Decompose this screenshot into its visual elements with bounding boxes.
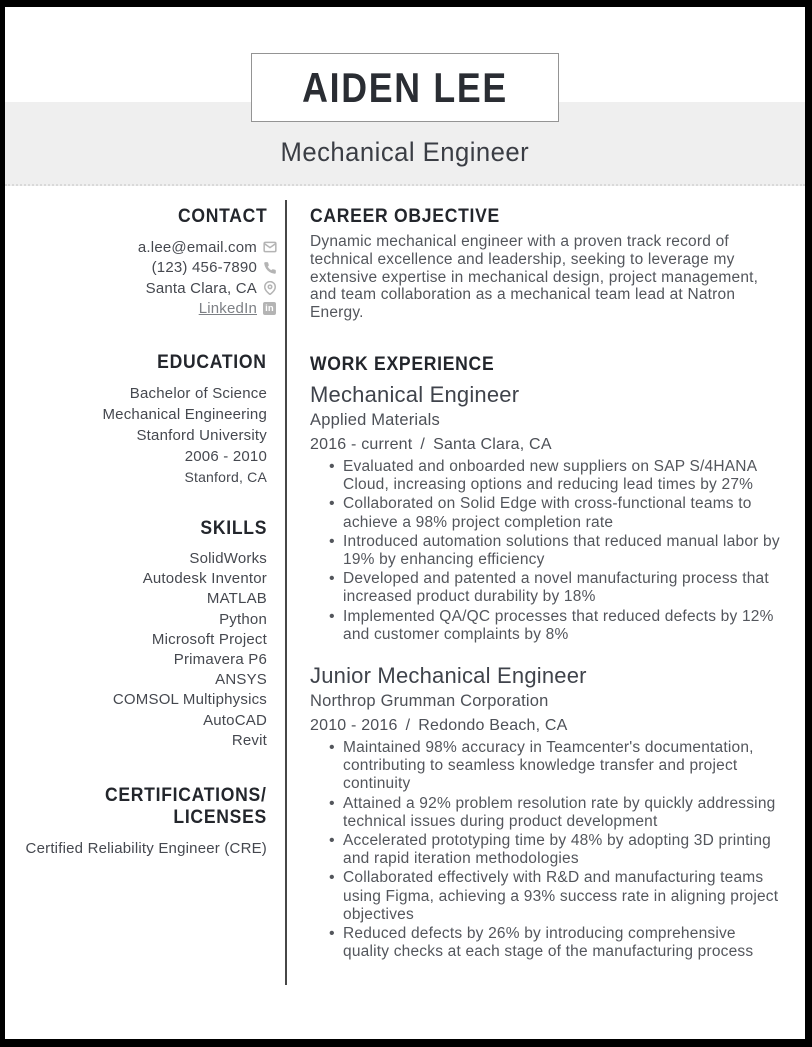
job-bullet: • Accelerated prototyping time by 48% by adopting 3D printing and rapid iteration methodologies bbox=[310, 832, 785, 868]
job-bullet: • Collaborated on Solid Edge with cross-functional teams to achieve a 98% project completion rate bbox=[310, 495, 785, 531]
job-location: Santa Clara, CA bbox=[433, 435, 552, 453]
skills-list bbox=[5, 549, 285, 751]
work-experience-heading: WORK EXPERIENCE bbox=[310, 352, 495, 375]
skill-item: SolidWorks bbox=[189, 550, 267, 567]
contact-item-linkedin[interactable] bbox=[5, 299, 285, 320]
education-dates: 2006 - 2010 bbox=[184, 448, 267, 465]
page-title: AIDEN LEE bbox=[302, 63, 508, 111]
job-subtitle-row bbox=[5, 137, 805, 168]
work-experience-section bbox=[310, 354, 785, 961]
email-text: a.lee@email.com bbox=[137, 238, 257, 256]
skills-section bbox=[5, 518, 285, 751]
job-location: Redondo Beach, CA bbox=[418, 717, 568, 735]
job-bullet-list bbox=[310, 458, 785, 644]
skill-item: Microsoft Project bbox=[151, 630, 267, 648]
sidebar bbox=[5, 200, 285, 1039]
job-bullet: • Collaborated effectively with R&D and manufacturing teams using Figma, achieving a 93% success rate in aligning project objectives bbox=[310, 869, 785, 924]
job-title: Junior Mechanical Engineer bbox=[310, 663, 587, 689]
contact-list bbox=[5, 237, 285, 319]
education-details bbox=[5, 383, 285, 487]
contact-item-location bbox=[5, 278, 285, 299]
skill-item: Python bbox=[219, 610, 267, 628]
certifications-section bbox=[5, 785, 285, 858]
job-entry bbox=[310, 662, 785, 961]
education-degree: Bachelor of Science bbox=[129, 385, 267, 402]
skill-item: Primavera P6 bbox=[173, 651, 267, 669]
job-dateline bbox=[310, 715, 785, 736]
education-school: Stanford University bbox=[136, 427, 267, 444]
location-pin-icon bbox=[263, 281, 277, 295]
contact-item-email bbox=[5, 237, 285, 258]
contact-heading: CONTACT bbox=[177, 205, 267, 227]
date-location-separator: / bbox=[405, 717, 411, 735]
skills-heading: SKILLS bbox=[200, 517, 267, 539]
job-company: Northrop Grumman Corporation bbox=[310, 692, 549, 711]
location-text: Santa Clara, CA bbox=[145, 279, 257, 297]
job-bullet: • Evaluated and onboarded new suppliers on SAP S/4HANA Cloud, increasing options and reducing lead times by 27% bbox=[310, 458, 785, 494]
job-title: Mechanical Engineer bbox=[310, 381, 520, 407]
job-bullet: • Attained a 92% problem resolution rate by quickly addressing technical issues during product development bbox=[310, 795, 785, 831]
job-entry bbox=[310, 381, 785, 644]
name-box bbox=[251, 53, 559, 122]
job-bullet-list bbox=[310, 739, 785, 961]
job-bullet: • Implemented QA/QC processes that reduced defects by 12% and customer complaints by 8% bbox=[310, 608, 785, 644]
job-bullet: • Introduced automation solutions that reduced manual labor by 19% by enhancing efficiency bbox=[310, 533, 785, 569]
skill-item: AutoCAD bbox=[203, 711, 267, 729]
content-columns bbox=[5, 200, 805, 1039]
career-objective-section bbox=[310, 206, 785, 322]
phone-icon bbox=[263, 261, 277, 275]
skill-item: Autodesk Inventor bbox=[142, 570, 267, 588]
job-dates: 2010 - 2016 bbox=[310, 717, 398, 735]
linkedin-icon: in bbox=[263, 302, 277, 316]
skill-item: ANSYS bbox=[215, 671, 267, 689]
certifications-heading-line1: CERTIFICATIONS/ bbox=[105, 784, 267, 807]
job-dates: 2016 - current bbox=[310, 435, 413, 453]
job-bullet: • Maintained 98% accuracy in Teamcenter's documentation, contributing to seamless knowledge transfer and project continuity bbox=[310, 739, 785, 794]
job-company: Applied Materials bbox=[310, 410, 440, 429]
skill-item: Revit bbox=[231, 731, 267, 749]
job-bullet: • Reduced defects by 26% by introducing comprehensive quality checks at each stage of the manufacturing process bbox=[310, 925, 785, 961]
linkedin-link[interactable]: LinkedIn bbox=[198, 300, 257, 318]
job-dateline bbox=[310, 434, 785, 455]
skill-item: COMSOL Multiphysics bbox=[112, 691, 267, 709]
certification-item: Certified Reliability Engineer (CRE) bbox=[25, 840, 267, 858]
date-location-separator: / bbox=[420, 435, 426, 453]
education-location: Stanford, CA bbox=[184, 469, 267, 485]
education-field: Mechanical Engineering bbox=[102, 406, 267, 423]
skill-item: MATLAB bbox=[206, 590, 267, 608]
certifications-heading-line2: LICENSES bbox=[173, 806, 267, 829]
main-column bbox=[287, 200, 805, 1039]
education-section bbox=[5, 352, 285, 487]
education-heading: EDUCATION bbox=[157, 351, 267, 373]
phone-text: (123) 456-7890 bbox=[151, 259, 257, 277]
envelope-icon bbox=[263, 240, 277, 254]
career-objective-text: Dynamic mechanical engineer with a proven track record of technical excellence and leadership, seeking to leverage my extensive expertise in mechanical design, project management, and team collaboration as a mechanical team lead at Natron Energy. bbox=[310, 233, 759, 322]
contact-item-phone bbox=[5, 258, 285, 279]
career-objective-heading: CAREER OBJECTIVE bbox=[310, 205, 500, 227]
job-bullet: • Developed and patented a novel manufacturing process that increased product durability by 18% bbox=[310, 570, 785, 606]
job-subtitle: Mechanical Engineer bbox=[280, 137, 530, 167]
contact-section bbox=[5, 206, 285, 319]
